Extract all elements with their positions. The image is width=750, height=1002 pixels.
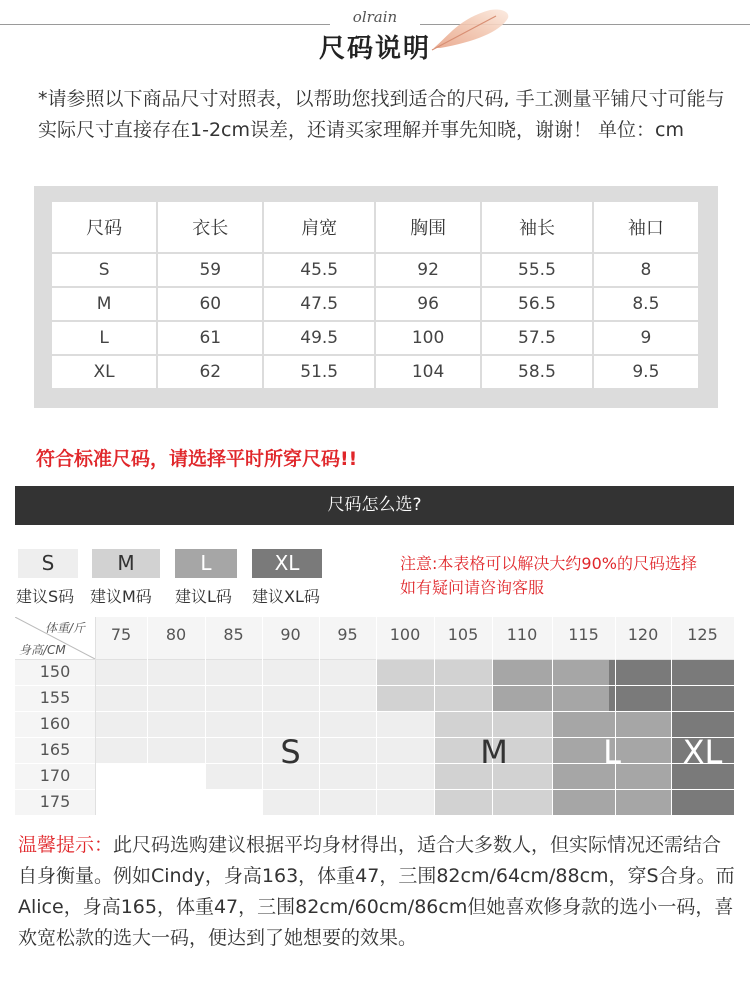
legend-swatch-xl: XL (252, 549, 322, 578)
height-label: 155 (39, 688, 71, 707)
size-table-header (52, 202, 698, 252)
table-cell: 49.5 (264, 322, 374, 354)
table-cell: 62 (158, 356, 262, 388)
table-cell: 57.5 (482, 322, 592, 354)
tips-body: 此尺码选购建议根据平均身材得出，适合大多数人，但实际情况还需结合自身衡量。例如Cindy，身高163，体重47，三围82cm/64cm/88cm，穿S合身。而Alice，身高165，体重47，三围82cm/60cm/86cm但她喜欢修身款的选小一码，喜欢宽松款的选大一码，便达到了她想要的效果。 (18, 834, 735, 949)
weight-label: 100 (389, 625, 421, 644)
weight-label: 95 (337, 625, 358, 644)
size-advice-note: 符合标准尺码，请选择平时所穿尺码!! (36, 448, 358, 470)
size-table-panel (34, 186, 718, 408)
header-cell: 袖口 (594, 202, 698, 252)
weight-label: 125 (687, 625, 718, 644)
grid-line (15, 711, 734, 712)
weight-label: 120 (627, 625, 659, 644)
table-cell: 9.5 (594, 356, 698, 388)
brand-logo: olrain (352, 8, 398, 26)
grid-line (615, 617, 616, 815)
grid-line (15, 659, 734, 660)
grid-line (15, 789, 734, 790)
height-label: 150 (39, 662, 71, 681)
notice-line: 注意:本表格可以解决大约90%的尺码选择 (400, 554, 697, 573)
header-rule-left (0, 24, 330, 25)
zone-label-m: M (480, 733, 508, 771)
table-cell: 96 (376, 288, 480, 320)
weight-label: 80 (165, 625, 187, 644)
zone-label-xl: XL (682, 733, 723, 771)
header-cell: 肩宽 (264, 202, 374, 252)
grid-line (205, 617, 206, 815)
table-cell: 9 (594, 322, 698, 354)
legend-swatch-m: M (92, 549, 160, 578)
table-cell: 92 (376, 254, 480, 286)
weight-label: 85 (223, 625, 244, 644)
header-cell: 尺码 (52, 202, 156, 252)
table-cell: XL (52, 356, 156, 388)
table-cell: 60 (158, 288, 262, 320)
table-cell: 45.5 (264, 254, 374, 286)
table-cell: 61 (158, 322, 262, 354)
grid-line (95, 617, 96, 815)
height-label: 165 (39, 740, 71, 759)
table-cell: 47.5 (264, 288, 374, 320)
header-cell: 袖长 (482, 202, 592, 252)
weight-label: 110 (506, 625, 538, 644)
grid-line (319, 617, 320, 815)
table-row (52, 322, 698, 354)
intro-text: *请参照以下商品尺寸对照表，以帮助您找到适合的尺码, 手工测量平铺尺寸可能与实际尺寸直接存在1-2cm误差，还请买家理解并事先知晓，谢谢！ 单位：cm (38, 88, 725, 141)
grid-line (671, 617, 672, 815)
grid-line (147, 617, 148, 815)
table-cell: M (52, 288, 156, 320)
grid-line (492, 617, 493, 815)
table-cell: 51.5 (264, 356, 374, 388)
table-cell: 100 (376, 322, 480, 354)
zone-s-cell (262, 789, 434, 815)
table-cell: 56.5 (482, 288, 592, 320)
header-cell: 衣长 (158, 202, 262, 252)
weight-label: 105 (447, 625, 479, 644)
notice-text (400, 552, 740, 600)
table-cell: 8.5 (594, 288, 698, 320)
page-title: 尺码说明 (318, 34, 431, 64)
legend-caption-l: 建议L码 (175, 587, 232, 606)
table-cell: S (52, 254, 156, 286)
grid-line (15, 685, 734, 686)
table-cell: 104 (376, 356, 480, 388)
table-row (52, 254, 698, 286)
table-cell: 58.5 (482, 356, 592, 388)
table-cell: L (52, 322, 156, 354)
section-title-bar: 尺码怎么选? (15, 486, 734, 525)
height-axis-label: 身高/CM (19, 643, 66, 657)
header-cell: 胸围 (376, 202, 480, 252)
weight-label: 115 (568, 625, 599, 644)
legend-caption-xl: 建议XL码 (252, 587, 320, 606)
legend-swatch-l: L (175, 549, 237, 578)
notice-line: 如有疑问请咨询客服 (400, 578, 545, 597)
grid-line (262, 617, 263, 815)
table-cell: 59 (158, 254, 262, 286)
grid-line (376, 617, 377, 815)
height-label: 175 (39, 792, 71, 811)
weight-label: 75 (110, 625, 132, 644)
legend-caption-s: 建议S码 (16, 587, 75, 606)
tips-paragraph (18, 830, 738, 954)
legend-swatch-s: S (18, 549, 78, 578)
height-label: 160 (39, 714, 71, 733)
table-row (52, 288, 698, 320)
height-label: 170 (39, 766, 71, 785)
zone-label-l: L (603, 733, 621, 771)
tips-lead: 温馨提示： (18, 834, 114, 856)
legend-caption-m: 建议M码 (90, 587, 152, 606)
table-cell: 8 (594, 254, 698, 286)
grid-line (552, 617, 553, 815)
size-table (50, 200, 700, 390)
weight-label: 90 (280, 625, 301, 644)
zone-label-s: S (280, 733, 301, 771)
size-chooser-grid (15, 617, 734, 815)
grid-line (434, 617, 435, 815)
table-row (52, 356, 698, 388)
weight-axis-label: 体重/斤 (45, 621, 86, 635)
table-cell: 55.5 (482, 254, 592, 286)
